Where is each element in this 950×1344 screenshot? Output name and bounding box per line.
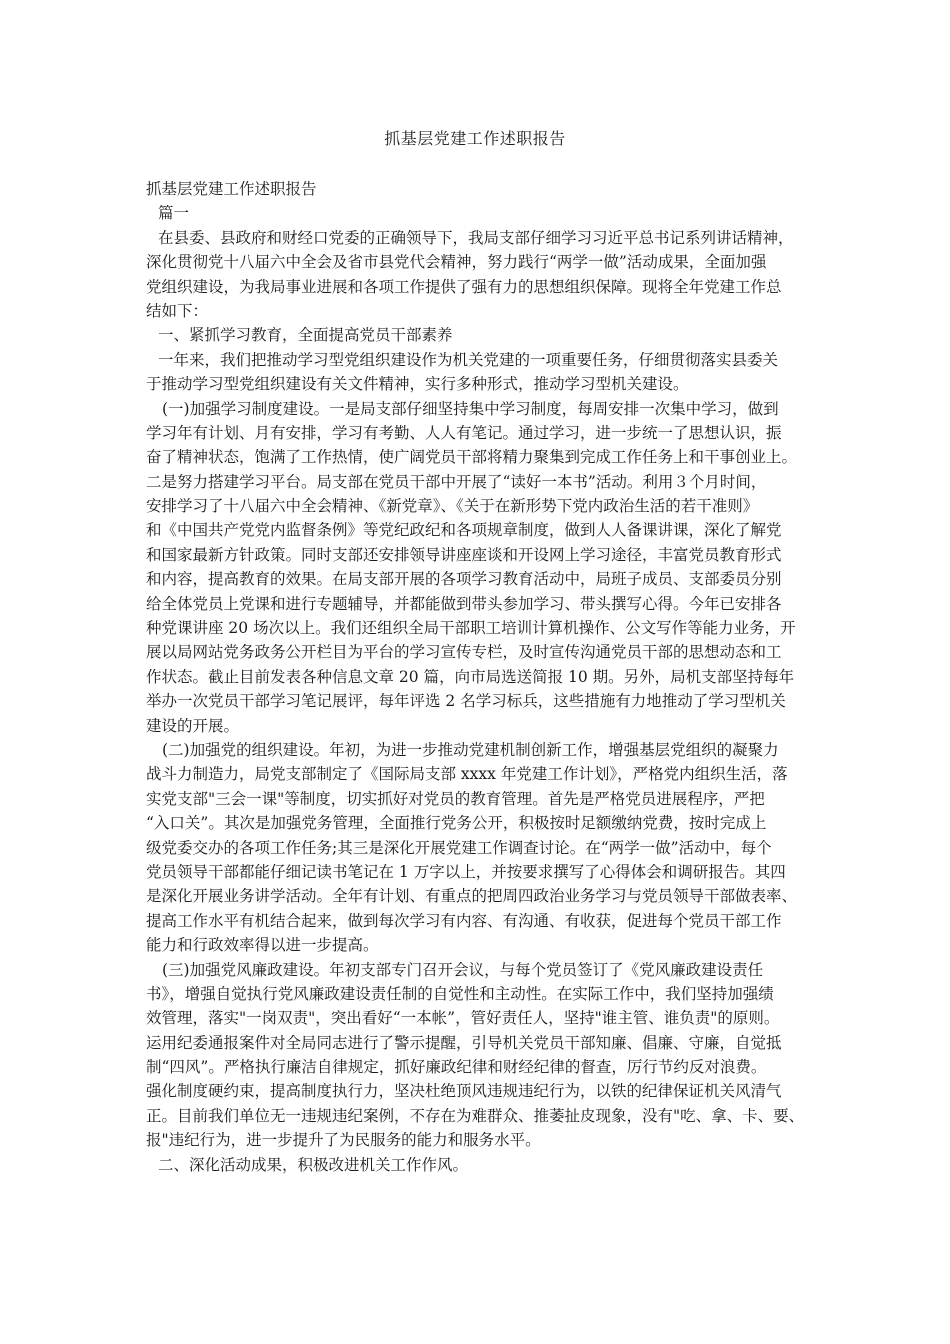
paragraph-line: 深化贯彻党十八届六中全会及省市县党代会精神，努力践行“两学一做”活动成果，全面加强 (146, 253, 767, 272)
document-body (146, 177, 826, 1177)
paragraph-line: 二是努力搭建学习平台。局支部在党员干部中开展了“读好一本书”活动。利用３个月时间， (146, 472, 767, 491)
paragraph-line: 是深化开展业务讲学活动。全年有计划、有重点的把周四政治业务学习与党员领导干部做表率、 (146, 887, 798, 906)
paragraph-line: 报"违纪行为，进一步提升了为民服务的能力和服务水平。 (146, 1131, 541, 1150)
paragraph-line: 建设的开展。 (146, 716, 240, 735)
section-label: 篇一 (158, 204, 190, 223)
document-subtitle: 抓基层党建工作述职报告 (146, 180, 317, 198)
paragraph-line: 党员领导干部都能仔细记读书笔记在 1 万字以上，并按要求撰写了心得体会和调研报告。其四 (146, 862, 786, 881)
paragraph-line: 展以局网站党务政务公开栏目为平台的学习宣传专栏，及时宣传沟通党员干部的思想动态和工 (146, 643, 782, 662)
paragraph-line: 效管理，落实"一岗双责"，突出看好“一本帐”，管好责任人，坚持"谁主管、谁负责"的原则。 (146, 1009, 780, 1028)
paragraph-line: 制“四风”。严格执行廉洁自律规定，抓好廉政纪律和财经纪律的督查，厉行节约反对浪费。 (146, 1058, 767, 1077)
section-heading: 一、紧抓学习教育，全面提高党员干部素养 (158, 326, 453, 345)
paragraph-line: 结如下： (146, 301, 209, 320)
paragraph-line: 于推动学习型党组织建设有关文件精神，实行多种形式，推动学习型机关建设。 (146, 375, 689, 394)
paragraph-line: (二)加强党的组织建设。年初，为进一步推动党建机制创新工作，增强基层党组织的凝聚力 (162, 740, 779, 759)
paragraph-line: (三)加强党风廉政建设。年初支部专门召开会议，与每个党员签订了《党风廉政建设责任 (162, 960, 764, 979)
paragraph-line: 能力和行政效率得以进一步提高。 (146, 936, 379, 955)
paragraph-line: 运用纪委通报案件对全局同志进行了警示提醒，引导机关党员干部知廉、倡廉、守廉，自觉抵 (146, 1033, 782, 1052)
paragraph-line: 级党委交办的各项工作任务;其三是深化开展党建工作调查讨论。在“两学一做”活动中，每个 (146, 838, 772, 857)
document-title: 抓基层党建工作述职报告 (384, 129, 566, 148)
section-heading: 二、深化活动成果，积极改进机关工作作风。 (158, 1155, 469, 1174)
paragraph-line: 和内容，提高教育的效果。在局支部开展的各项学习教育活动中，局班子成员、支部委员分别 (146, 570, 782, 589)
paragraph-line: “入口关”。其次是加强党务管理，全面推行党务公开，积极按时足额缴纳党费，按时完成上 (146, 814, 767, 833)
paragraph-line: 给全体党员上党课和进行专题辅导，并都能做到带头参加学习、带头撰写心得。今年已安排各 (146, 594, 782, 613)
paragraph-line: (一)加强学习制度建设。一是局支部仔细坚持集中学习制度，每周安排一次集中学习，做到 (162, 399, 779, 418)
paragraph-line: 奋了精神状态，饱满了工作热情，使广阔党员干部将精力聚集到完成工作任务上和干事创业上。 (146, 448, 798, 467)
paragraph-line: 正。目前我们单位无一违规违纪案例，不存在为难群众、推萎扯皮现象，没有"吃、拿、卡、要、 (146, 1106, 805, 1125)
paragraph-line: 种党课讲座 20 场次以上。我们还组织全局干部职工培训计算机操作、公文写作等能力业务，开 (146, 619, 796, 638)
paragraph-line: 和国家最新方针政策。同时支部还安排领导讲座座谈和开设网上学习途径，丰富党员教育形式 (146, 545, 782, 564)
paragraph-line: 学习年有计划、月有安排，学习有考勤、人人有笔记。通过学习，进一步统一了思想认识，振 (146, 423, 782, 442)
paragraph-line: 安排学习了十八届六中全会精神、《新党章》、《关于在新形势下党内政治生活的若干准则》 (146, 497, 759, 516)
paragraph-line: 实党支部"三会一课"等制度，切实抓好对党员的教育管理。首先是严格党员进展程序，严把 (146, 789, 765, 808)
paragraph-line: 战斗力制造力，局党支部制定了《国际局支部 xxxx 年党建工作计划》，严格党内组织生活，落 (146, 765, 788, 784)
paragraph-line: 一年来，我们把推动学习型党组织建设作为机关党建的一项重要任务，仔细贯彻落实县委关 (158, 350, 779, 369)
paragraph-line: 作状态。截止目前发表各种信息文章 20 篇，向市局选送简报 10 期。另外，局机支部坚持每年 (146, 667, 795, 686)
paragraph-line: 书》，增强自觉执行党风廉政建设责任制的自觉性和主动性。在实际工作中，我们坚持加强绩 (146, 984, 774, 1003)
paragraph-line: 和《中国共产党党内监督条例》等党纪政纪和各项规章制度，做到人人备课讲课，深化了解党 (146, 521, 782, 540)
paragraph-line: 举办一次党员干部学习笔记展评，每年评选 2 名学习标兵，这些措施有力地推动了学习型机关 (146, 692, 786, 711)
paragraph-line: 提高工作水平有机结合起来，做到每次学习有内容、有沟通、有收获，促进每个党员干部工作 (146, 911, 782, 930)
paragraph-line: 在县委、县政府和财经口党委的正确领导下，我局支部仔细学习习近平总书记系列讲话精神， (158, 228, 794, 247)
paragraph-line: 党组织建设，为我局事业进展和各项工作提供了强有力的思想组织保障。现将全年党建工作总 (146, 277, 782, 296)
paragraph-line: 强化制度硬约束，提高制度执行力，坚决杜绝顶风违规违纪行为，以铁的纪律保证机关风清气 (146, 1082, 782, 1101)
